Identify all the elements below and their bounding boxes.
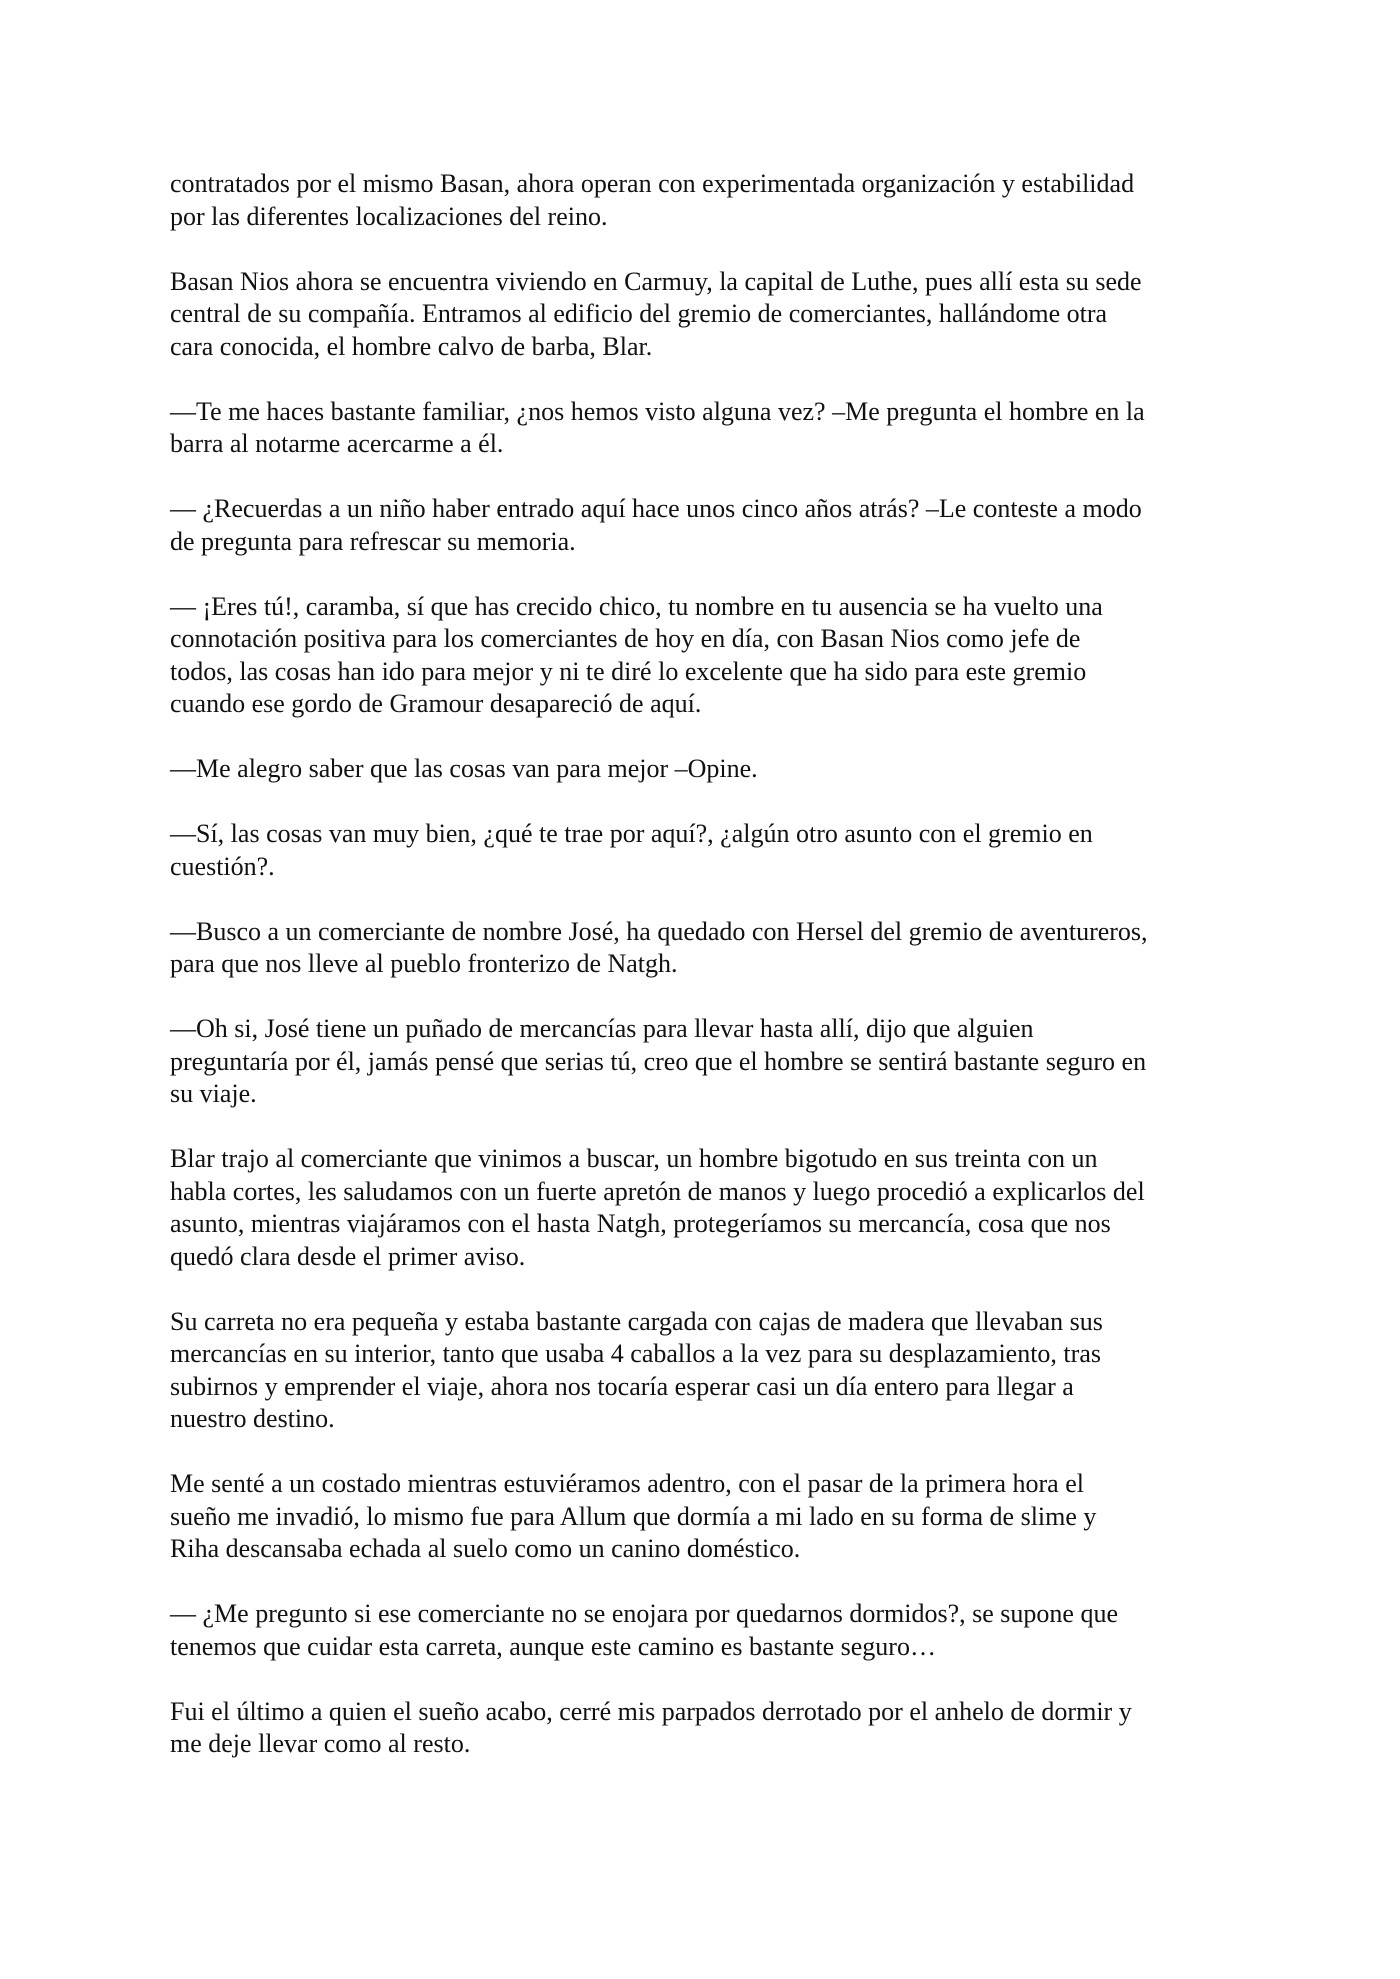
paragraph: —Te me haces bastante familiar, ¿nos hemos visto alguna vez? –Me pregunta el hombre en la barra al notarme acercarme a él. (170, 396, 1145, 458)
paragraph: Fui el último a quien el sueño acabo, cerré mis parpados derrotado por el anhelo de dormir y me deje llevar como al resto. (170, 1696, 1132, 1758)
paragraph: Blar trajo al comerciante que vinimos a buscar, un hombre bigotudo en sus treinta con un habla cortes, les saludamos con un fuerte apretón de manos y luego procedió a explicarlos del asunto, mientras viajáramos con el hasta Natgh, protegeríamos su mercancía, cosa que nos quedó clara desde el primer aviso. (170, 1144, 1145, 1271)
paragraph: —Sí, las cosas van muy bien, ¿qué te trae por aquí?, ¿algún otro asunto con el gremio en cuestión?. (170, 819, 1093, 881)
paragraph: — ¡Eres tú!, caramba, sí que has crecido chico, tu nombre en tu ausencia se ha vuelto una connotación positiva para los comerciantes de hoy en día, con Basan Nios como jefe de todos, las cosas han ido para mejor y ni te diré lo excelente que ha sido para este gremio cuando ese gordo de Gramour desapareció de aquí. (170, 591, 1103, 718)
paragraph: —Oh si, José tiene un puñado de mercancías para llevar hasta allí, dijo que alguien preguntaría por él, jamás pensé que serias tú, creo que el hombre se sentirá bastante seguro en su viaje. (170, 1014, 1147, 1108)
paragraph: Me senté a un costado mientras estuviéramos adentro, con el pasar de la primera hora el sueño me invadió, lo mismo fue para Allum que dormía a mi lado en su forma de slime y Riha descansaba echada al suelo como un canino doméstico. (170, 1469, 1097, 1563)
paragraph: Su carreta no era pequeña y estaba bastante cargada con cajas de madera que llevaban sus mercancías en su interior, tanto que usaba 4 caballos a la vez para su desplazamiento, tras subirnos y emprender el viaje, ahora nos tocaría esperar casi un día entero para llegar a nuestro destino. (170, 1306, 1103, 1433)
paragraph: — ¿Me pregunto si ese comerciante no se enojara por quedarnos dormidos?, se supone que tenemos que cuidar esta carreta, aunque este camino es bastante seguro… (170, 1599, 1118, 1661)
paragraph: Basan Nios ahora se encuentra viviendo en Carmuy, la capital de Luthe, pues allí esta su sede central de su compañía. Entramos al edificio del gremio de comerciantes, hallándome otra cara conocida, el hombre calvo de barba, Blar. (170, 266, 1142, 361)
body-text (170, 168, 1240, 1793)
paragraph: — ¿Recuerdas a un niño haber entrado aquí hace unos cinco años atrás? –Le conteste a modo de pregunta para refrescar su memoria. (170, 494, 1142, 556)
paragraph: contratados por el mismo Basan, ahora operan con experimentada organización y estabilidad por las diferentes localizaciones del reino. (170, 169, 1135, 231)
paragraph: —Busco a un comerciante de nombre José, ha quedado con Hersel del gremio de aventureros, para que nos lleve al pueblo fronterizo de Natgh. (170, 916, 1148, 978)
paragraph: —Me alegro saber que las cosas van para mejor –Opine. (170, 754, 758, 783)
